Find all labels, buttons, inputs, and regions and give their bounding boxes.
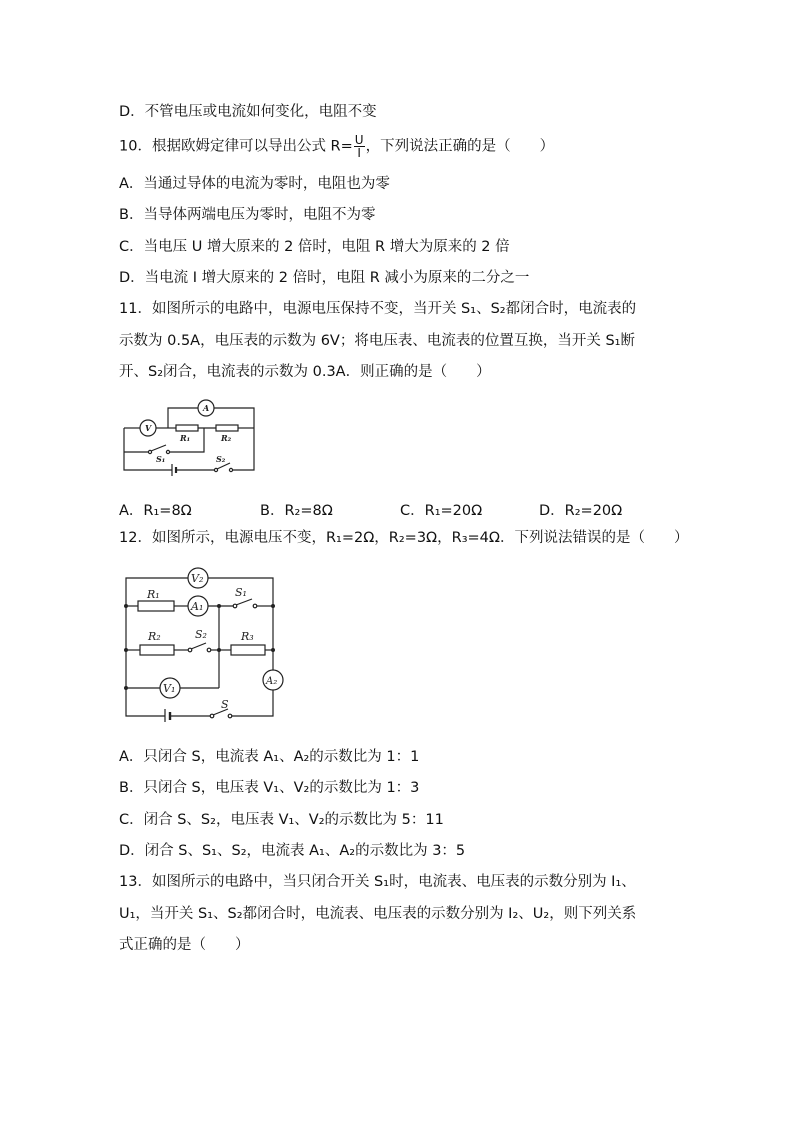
q10-stem-prefix: 10．根据欧姆定律可以导出公式 R= (119, 138, 353, 155)
q12-s1-label: S₁ (235, 586, 247, 599)
q11-r1-label: R₁ (180, 433, 191, 443)
q11-ammeter-label: A (203, 403, 210, 413)
q12-r3-label: R₃ (241, 630, 254, 643)
q11-stem-line2: 示数为 0.5A，电压表的示数为 6V；将电压表、电流表的位置互换，当开关 S₁断 (119, 333, 635, 349)
q11-circuit-figure (118, 396, 260, 478)
q10-frac-num: U (354, 133, 364, 147)
q10-frac-den: I (357, 146, 361, 160)
q10-formula-fraction (354, 134, 365, 159)
q12-option-d: D．闭合 S、S₁、S₂，电流表 A₁、A₂的示数比为 3：5 (119, 843, 466, 859)
q12-option-a: A．只闭合 S，电流表 A₁、A₂的示数比为 1：1 (119, 749, 420, 765)
q11-r2-resistor (216, 425, 238, 431)
q10-option-b: B．当导体两端电压为零时，电阻不为零 (119, 207, 376, 223)
q11-s1-label: S₁ (156, 454, 166, 464)
q12-v1-label: V₁ (163, 682, 176, 695)
q11-stem-line1: 11．如图所示的电路中，电源电压保持不变，当开关 S₁、S₂都闭合时，电流表的 (119, 301, 637, 317)
q10-option-c: C．当电压 U 增大原来的 2 倍时，电阻 R 增大为原来的 2 倍 (119, 239, 510, 255)
q13-stem-line2: U₁，当开关 S₁、S₂都闭合时，电流表、电压表的示数分别为 I₂、U₂，则下列关系 (119, 906, 637, 922)
q11-option-a: A．R₁=8Ω (119, 503, 192, 519)
q11-option-c: C．R₁=20Ω (400, 503, 483, 519)
q9-option-d: D．不管电压或电流如何变化，电阻不变 (119, 104, 377, 120)
q11-stem-line3: 开、S₂闭合，电流表的示数为 0.3A．则正确的是（ ） (119, 364, 491, 380)
q11-option-d: D．R₂=20Ω (539, 503, 623, 519)
q10-option-a: A．当通过导体的电流为零时，电阻也为零 (119, 176, 390, 192)
q12-s2-label: S₂ (195, 628, 207, 641)
q10-stem-suffix: ，下列说法正确的是（ ） (365, 138, 555, 155)
q10-stem (119, 134, 554, 159)
q12-circuit-figure (118, 566, 288, 722)
q12-stem: 12．如图所示，电源电压不变，R₁=2Ω，R₂=3Ω，R₃=4Ω．下列说法错误的是（ ） (119, 530, 689, 546)
q11-voltmeter-label: V (145, 423, 152, 433)
q11-r2-label: R₂ (221, 433, 232, 443)
q11-option-b: B．R₂=8Ω (260, 503, 333, 519)
q12-r2-label: R₂ (148, 630, 161, 643)
q12-r1-label: R₁ (147, 588, 160, 601)
q12-option-c: C．闭合 S、S₂，电压表 V₁、V₂的示数比为 5：11 (119, 812, 444, 828)
q12-a1-label: A₁ (191, 600, 204, 613)
q11-s2-label: S₂ (216, 454, 226, 464)
q12-r1-resistor (138, 601, 174, 611)
q13-stem-line3: 式正确的是（ ） (119, 937, 250, 953)
q12-option-b: B．只闭合 S，电压表 V₁、V₂的示数比为 1：3 (119, 780, 420, 796)
q12-a2-label: A₂ (266, 676, 278, 687)
q13-stem-line1: 13．如图所示的电路中，当只闭合开关 S₁时，电流表、电压表的示数分别为 I₁、 (119, 874, 636, 890)
q12-r2-resistor (140, 645, 174, 655)
q10-option-d: D．当电流 I 增大原来的 2 倍时，电阻 R 减小为原来的二分之一 (119, 270, 530, 286)
q12-s-label: S (221, 698, 229, 711)
q12-r3-resistor (231, 645, 265, 655)
q12-v2-label: V₂ (191, 572, 204, 585)
q11-r1-resistor (176, 425, 198, 431)
